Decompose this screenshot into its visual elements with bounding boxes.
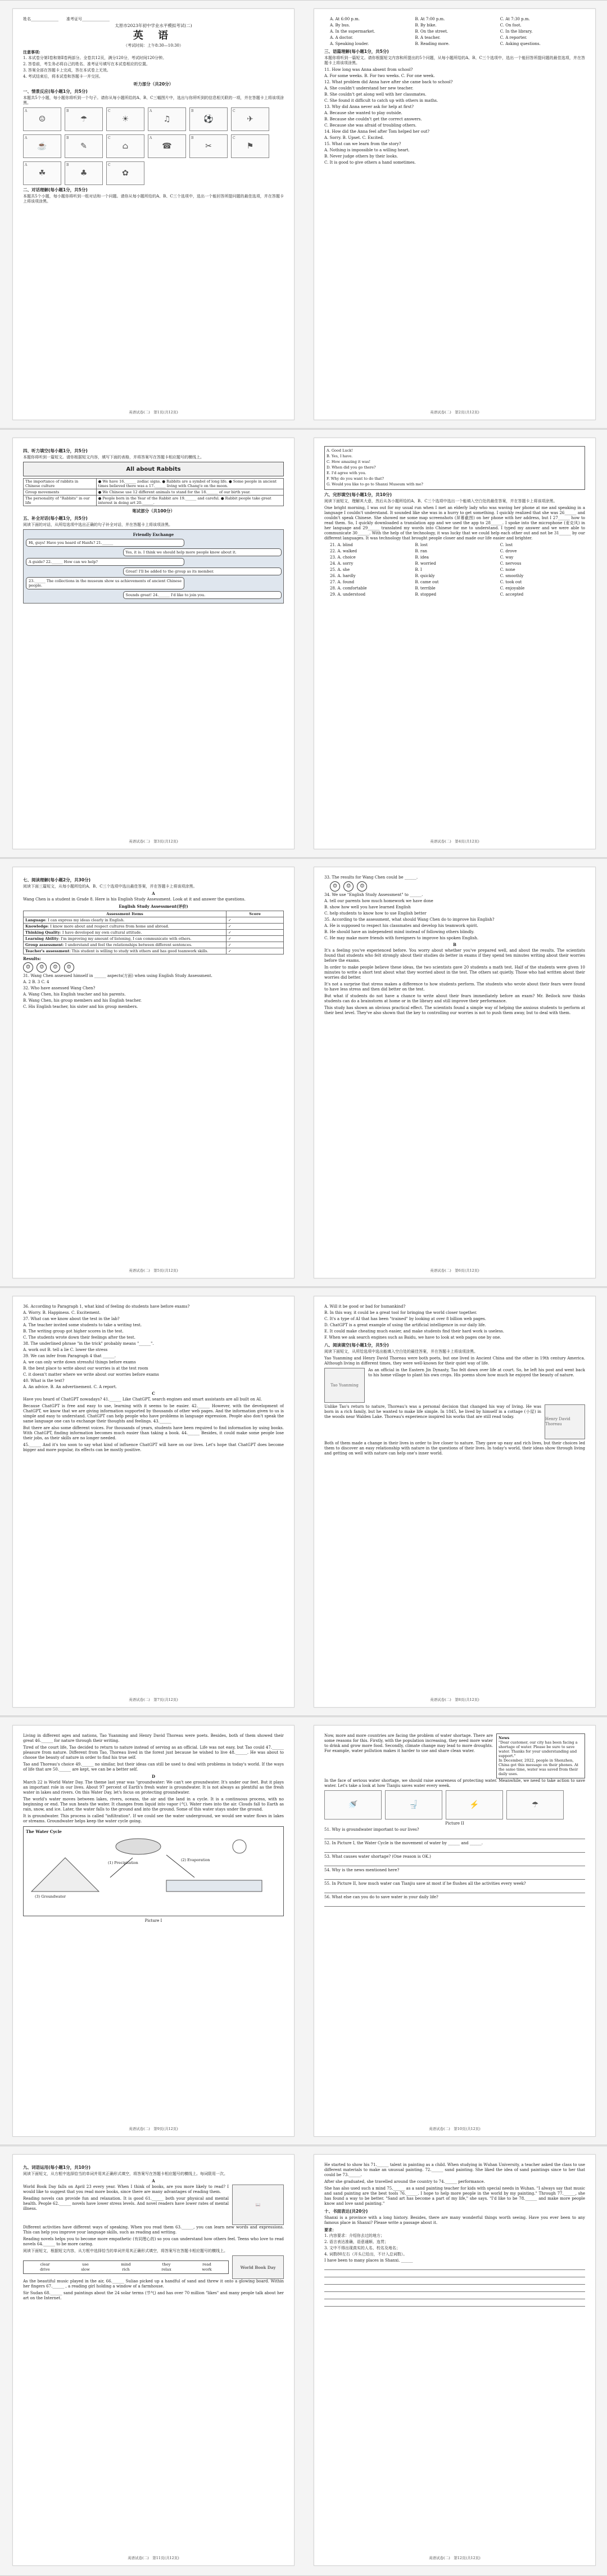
- smiley-icon: ☺: [50, 962, 60, 972]
- question-line: 53. What causes water shortage? (One reason is OK.): [324, 1854, 431, 1859]
- writing-line: [324, 2286, 585, 2292]
- question-line: 52. In Picture I, the Water Cycle is the movement of water by ______ and ______.: [324, 1841, 483, 1845]
- news-title: News: [499, 1736, 510, 1740]
- sheet-4: [0, 1287, 607, 1716]
- part-title: 听力部分（共20分）: [133, 82, 174, 87]
- question-line: C. it doesn't matter where we write about our worries before exams: [23, 1372, 159, 1377]
- passage-paragraph: But there are also some different voices. For thousands of years, students have been required to find information by using books. With ChatGPT, finding information becomes much easier than taking a book. 44.______ Besides, it could make some people lose their jobs, as their skills are no longer needed.: [23, 1426, 284, 1440]
- word-option: they: [162, 2262, 171, 2267]
- page-3: [12, 438, 295, 849]
- section-title: 一、情景反应(每小题1分，共5分): [23, 89, 88, 94]
- table-row: The importance of rabbits in Chinese culture ● We have 16.______ zodiac signs. ● Rabbits are a symbol of long life. ● Some people in ancient times believed there was a 17.______ living with Chang'e on the moon.: [24, 479, 284, 489]
- option-line: C. How amazing it was!: [327, 460, 371, 464]
- page-footer: 英语试卷(二) 第2页(共12页): [430, 410, 479, 415]
- diagram-title: The Water Cycle: [26, 1829, 62, 1834]
- table-row: Teacher's assessment: This student is willing to study with others and has good teamwork skills. ✓: [24, 948, 284, 954]
- question-line: 14. How did the Anna feel after Tom helped her out?: [324, 129, 430, 134]
- question-line: C. She found it difficult to catch up with others in maths.: [324, 98, 438, 103]
- news-box: [496, 1733, 585, 1778]
- passage-paragraph: She has also used such a mind 75.______ as a sand painting teacher for kids with special needs in Wuhan. "I always say that music and sand painting are the best tools 76.______. I hope to help more people in the world by my painting." Through 77.______, she has found a way to be better. "Sand art has become a part of my life," she says. "I'd like to be 78.______ and make more people know and love sand painting.": [324, 2186, 585, 2206]
- water-cycle-diagram: [23, 1826, 284, 1916]
- question-line: 38. The underlined phrase "in the trick" probably means "______".: [23, 1341, 154, 1346]
- table-title: English Study Assessment(评价): [119, 904, 188, 909]
- news-row: [324, 1733, 585, 1778]
- passage-paragraph: He started to show his 71.______ talent in painting as a child. When studying in Wuhan University, a teacher asked the class to use different materials to make an unusual painting. 72.______ sand painting. She liked the idea of sand paintings since to her that could be 73.______.: [324, 2163, 585, 2177]
- page-footer: 英语试卷(二) 第7页(共12页): [129, 1697, 178, 1702]
- section-title: 四、听力填空(每小题1分，共5分): [23, 448, 88, 453]
- passage-paragraph: Reading novels can provide fun and relaxation. It is good 61.______ both your physical and mental health. People 62.______ novels have lower stress levels. And novel readers have lower rates of mental illness.: [23, 2196, 229, 2211]
- answer-line: [324, 1861, 585, 1866]
- page-7: [12, 1296, 295, 1708]
- page-footer: 英语试卷(二) 第12页(共12页): [429, 2556, 481, 2560]
- table-row: Language: I can express my ideas clearly in English. ✓: [24, 917, 284, 924]
- question-line: 15. What can we learn from the story?: [324, 142, 401, 146]
- page-footer: 英语试卷(二) 第5页(共12页): [129, 1268, 178, 1273]
- smiley-icon: ☺: [330, 881, 340, 891]
- passage-label: C: [152, 1391, 155, 1396]
- question-line: 40. What is the text?: [23, 1379, 65, 1383]
- question-line: 31. Wang Chen assessed himself in ______ aspects(方面) when using English Study Assessment.: [23, 974, 212, 978]
- question-line: A. The teacher invited some students to take a writing test.: [23, 1323, 142, 1327]
- note-item: 4. 考试结束后，将本试卷和答题卡一并交回。: [23, 74, 103, 79]
- requirements-title: 要求：: [324, 2227, 336, 2232]
- option-row: A. By bus. B. By bike. C. On foot.: [330, 23, 522, 28]
- speech-bubble: Hi, guys! Have you heard of Hanfu? 21.______: [26, 539, 184, 547]
- part-title: 笔试部分（共100分）: [132, 508, 175, 514]
- picture-option: B ⚽: [189, 107, 228, 131]
- question-line: A. Sorry. B. Upset. C. Excited.: [324, 136, 384, 140]
- option-row: 23. A. choice B. idea C. way: [330, 555, 514, 560]
- question-line: 56. What else can you do to save water in your daily life?: [324, 1895, 438, 1899]
- writing-start: I have been to many places in Shanxi. ______: [324, 2258, 413, 2263]
- requirement-item: 4. 词数80左右（开头已给出，不计入总词数）。: [324, 2252, 407, 2257]
- page-4: [314, 438, 596, 849]
- picture-option: A ☺: [23, 107, 61, 131]
- passage-paragraph: Because ChatGPT is free and easy to use, learning with it seems to be easier. 42.______ However, with the development of ChatGPT, we know that we are giving information supported by thousands of other web pages. And the information given to us is simple and easy to understand. ChatGPT can help people who have problems in language expression. People also don't speak the same language one can to exchange their thoughts and feelings. 43.______: [23, 1404, 284, 1424]
- sheet-2: [0, 429, 607, 858]
- speech-bubble: Sounds great! 24.______ I'd like to join you.: [123, 591, 282, 599]
- passage-label: D: [151, 1774, 156, 1779]
- page-6: [314, 867, 596, 1278]
- option-row: A. At 6:00 p.m. B. At 7:00 p.m. C. At 7:30 p.m.: [330, 17, 530, 21]
- passage-paragraph: As an official in the Eastern Jin Dynasty, Tao felt down over life at court. So, he left his post and went back to his home village to plant his own crops. His poems show how much he enjoyed the beauty of nature.: [368, 1368, 585, 1377]
- picture-panel: 🚿: [324, 1790, 382, 1820]
- passage-paragraph: Living in different ages and nations, Tao Yuanming and Henry David Thoreau were poets. Besides, both of them showed their great 46.______ for nature through their writing.: [23, 1733, 284, 1743]
- word-option: slow: [81, 2267, 90, 2272]
- section-instructions: 本题你将听到一篇短文。请你根据短文内容，填写下面的表格，并将答案写在答题卡相应题号的横线上。: [23, 455, 204, 460]
- passage-paragraph: Yao Yuanming and Henry David Thoreau were both poets, but one lived in Ancient China and the other in 19th century America. Although living in different times, they were well-known for their quiet way of life.: [324, 1356, 585, 1366]
- smiley-icon: ☺: [37, 962, 47, 972]
- section-instructions: 本题共5个小题，每小题你将听到一个句子。请你从每小题所给的A、B、C三幅图片中，选出与你所听到的信息相关联的一项，并在答题卡上将该项涂黑。: [23, 96, 284, 105]
- option-line: B. show how well you have learned English: [324, 905, 411, 909]
- question-line: 55. In Picture II, how much water can Tianjiu save at most if he flushes all the activities every week?: [324, 1881, 526, 1886]
- diagram-label: (3) Groundwater: [35, 1894, 66, 1899]
- speech-bubble: Great! I'll be added to the group as its member.: [123, 568, 282, 575]
- passage-text: Wang Chen is a student in Grade 8. Here is his English Study Assessment. Look at it and answer the questions.: [23, 897, 246, 902]
- portrait-image: Tao Yuanming: [324, 1368, 365, 1403]
- section-title: 二、对话理解(每小题1分，共5分): [23, 187, 88, 192]
- subject-title: 英 语: [133, 30, 174, 42]
- option-line: C. help students to know how to use English better: [324, 911, 427, 916]
- question-line: A. For some weeks. B. For two weeks. C. For one week.: [324, 74, 435, 78]
- word-box: [23, 2260, 229, 2274]
- passage-paragraph: This study has shown an obvious practical effect. The scientists found a simple way of helping the anxious students to perform at their best level. They've also shown that the key to controlling our worries is not to push them away, but to deal with them.: [324, 1006, 585, 1015]
- passage-paragraph: The world's water moves between lakes, rivers, oceans, the air and the land in a cycle. It is a continuous process, with no beginning or end. The sun heats the water. It changes from liquid into vapor (气). Water rises into the air. Clouds fall to Earth as rain, snow, and ice. Later, the water falls to the ground and into the ground. Some of this water stays under the ground.: [23, 1797, 284, 1812]
- option-line: D. When did you go there?: [327, 465, 376, 470]
- exam-title: 太原市2023年初中学业水平模拟考试(二): [115, 23, 192, 28]
- option-line: E. It could make cheating much easier, and make students find their hard work is useless.: [324, 1329, 504, 1334]
- sheet-5: [0, 1717, 607, 2145]
- question-line: 36. According to Paragraph 1, what kind of feeling do students have before exams?: [23, 1304, 190, 1309]
- passage-paragraph: Sir Sudan 68.______ sand paintings about the 24 solar terms (节气) and has over 70 million "likes" and many people talk about her art on the Internet.: [23, 2291, 284, 2300]
- option-row: 26. A. hardly B. quickly C. smoothly: [330, 574, 524, 578]
- speech-bubble: A guide? 22.______ How can we help?: [26, 558, 184, 566]
- neutral-face-icon: ☹: [64, 962, 74, 972]
- passage-paragraph: As the beautiful music played in the air, 66.______ Suliao picked up a handful of sand and threw it onto a glowing board. Within her fingers 67.______ , a reading girl holding a window of a farmhouse.: [23, 2279, 284, 2289]
- picture-option: B ♣: [65, 161, 103, 185]
- table-row: The personality of "Rabbits" in our life ● People born in the Year of the Rabbit are 19.______ and careful. ● Rabbit people take great interest in doing art 20.______.: [24, 496, 284, 506]
- candidate-header: 姓名______________ 准考证号______________: [23, 17, 110, 21]
- word-option: mind: [121, 2262, 131, 2267]
- question-line: 11. How long was Anna absent from school?: [324, 67, 413, 72]
- mountain-icon: [31, 1858, 99, 1892]
- dialog-box: [23, 529, 284, 604]
- picture-option: C ⚑: [231, 134, 269, 158]
- section-title: 八、阅读填空(每小题1分，共5分): [324, 1343, 389, 1348]
- question-line: A. Nothing is impossible to a willing heart.: [324, 148, 410, 152]
- sun-icon: [233, 1840, 246, 1853]
- question-line: C. Because she was afraid of troubling others.: [324, 123, 417, 128]
- section-instructions: Shanxi is a province with a long history. Besides, there are many wonderful things worth seeing. Have you ever been to any famous place in Shanxi? Please write a passage about it.: [324, 2215, 585, 2225]
- requirement-item: 3. 文中不得出现真实的人名、校名及地名；: [324, 2246, 400, 2250]
- question-line: A. An advice. B. An advertisement. C. A report.: [23, 1385, 117, 1389]
- option-line: D. ChatGPT is a great example of using the artificial intelligence in our daily life.: [324, 1323, 486, 1327]
- question-line: 12. What problem did Anna have after she came back to school?: [324, 80, 453, 84]
- section-instructions: 本题你将听到一篇短文。请你根据短文内容和所提出的5个问题，从每小题所给的A、B、C三个选项中，选出一个能回答所提问题的最佳选项，并在答题卡上将该项涂黑。: [324, 56, 585, 65]
- page-footer: 英语试卷(二) 第9页(共12页): [129, 2127, 178, 2131]
- note-item: 3. 答案全部在答题卡上完成，答在本试卷上无效。: [23, 68, 111, 73]
- answer-faces: [330, 881, 585, 891]
- option-row: 28. A. comfortable B. terrible C. enjoyable: [330, 586, 525, 591]
- option-row: 24. A. sorry B. worried C. nervous: [330, 561, 522, 566]
- sea-icon: [166, 1880, 262, 1892]
- picture-option: A ☘: [23, 161, 61, 185]
- sheet-3: [0, 858, 607, 1287]
- question-line: B. the best place to write about our worries is at the test room: [23, 1366, 148, 1371]
- passage-paragraph: Have you heard of ChatGPT nowadays? 41.______ Like ChatGPT, search engines and smart assistants are all built on AI.: [23, 1397, 262, 1402]
- passage-paragraph: Tao and Thoreau's choice 49.______ no similar, but their ideas can still be used to deal with problems in today's world. If the ways of life that are 50.______ are kept, we can be a better self.: [23, 1762, 284, 1772]
- picture-option: A ☕: [23, 134, 61, 158]
- writing-line: [324, 2264, 585, 2270]
- section-title: 三、语篇理解(每小题1分，共5分): [324, 49, 389, 54]
- answer-line: [324, 1888, 585, 1893]
- passage-paragraph: But what if students do not have a chance to write about their fears immediately before an exam? Mr. Beilock now thinks students can do a brainstorm at home or in the library and still improve their performance.: [324, 994, 585, 1003]
- option-row: A. A doctor. B. A teacher. C. A reporter.: [330, 35, 527, 40]
- portrait-row: [324, 1368, 585, 1403]
- section-title: 六、完形填空(每小题1分，共10分): [324, 492, 392, 497]
- passage-paragraph: Unlike Tao's return to nature, Thoreau's was a personal decision that changed his way of living. He was born in a rich family, but he wanted to make life simple. In 1845, he lived by himself in a cottage (小屋) in the woods near Walden Lake. Thoreau's experience inspired his works that are still read today.: [324, 1404, 541, 1419]
- water-cycle-illustration: [26, 1835, 268, 1897]
- smiley-icon: ☺: [357, 881, 367, 891]
- option-row: A. In the supermarket. B. On the street. C. In the library.: [330, 29, 533, 34]
- picture-panel: ⚡: [446, 1790, 503, 1820]
- speech-bubble: 23.______ The collections in the museum show us achievements of ancient Chinese people.: [26, 577, 184, 589]
- table-row: Group assessment: I understand and feel the relationships between different sentences. ✓: [24, 942, 284, 948]
- cloud-icon: [116, 1839, 161, 1854]
- picture-label: Picture I: [144, 1919, 162, 1923]
- passage-label: A: [152, 891, 155, 896]
- answer-line: [324, 1847, 585, 1853]
- question-line: A. Worry. B. Happiness. C. Excitement.: [23, 1310, 101, 1315]
- option-line: F. When we ask search engines such as Baidu, we have to look at web pages one by one.: [324, 1335, 501, 1340]
- portrait-image: Henry David Thoreau: [545, 1404, 585, 1439]
- picture-option: C ✈: [231, 107, 269, 131]
- picture-option: C ✿: [106, 161, 144, 185]
- page-footer: 英语试卷(二) 第8页(共12页): [430, 1697, 479, 1702]
- writing-line: [324, 2279, 585, 2285]
- question-line: B. Wang Chen, his group members and his English teacher.: [23, 998, 142, 1003]
- question-line: 51. Why is groundwater important to our lives?: [324, 1827, 419, 1832]
- passage-paragraph: It's not a surprise that stress makes a difference to how students perform. The students who wrote about their fears were found to have less stress and then did better on the test.: [324, 982, 585, 992]
- word-option: use: [82, 2262, 89, 2267]
- question-line: A. Wang Chen, his English teacher and his parents.: [23, 992, 126, 997]
- passage-paragraph: Both of them made a change in their lives in order to live closer to nature. They gave up easy and rich lives, but their choices led them to discover an easy relationship with nature in the questions of their lives. In today's world, their ideas show through living and getting on well with nature can help one's inner world.: [324, 1441, 585, 1456]
- question-line: 54. Why is the news mentioned here?: [324, 1868, 400, 1872]
- notes-title: 注意事项:: [23, 49, 40, 55]
- section-instructions: 阅读下面短文，从所给选项中选出能填入空白处的最佳答案，并在答题卡上将该项涂黑。: [324, 1349, 478, 1354]
- sheet-1: [0, 0, 607, 429]
- question-line: B. Because she couldn't get the correct answers.: [324, 117, 422, 121]
- passage-row: [23, 2185, 284, 2225]
- passage-paragraph: Reading novels helps you to become more empathetic (有同理心的) so you can understand how others feel. Teens who love to read novels 64.______ to be more caring.: [23, 2237, 284, 2246]
- requirement-item: 1. 内容要求：介绍你去过的地方；: [324, 2233, 384, 2238]
- options-box: [324, 446, 585, 490]
- page-10: [314, 1725, 596, 2137]
- passage-paragraph: In order to make people believe these ideas, the two scientists gave 20 students a math test. Half of the students were given 10 minutes to write a short text about what they worried about in the test. The others sat quietly. Those who had written about their worries did better.: [324, 965, 585, 980]
- page-9: [12, 1725, 295, 2137]
- question-line: B. Never judge others by their looks.: [324, 154, 398, 159]
- writing-line: [324, 2294, 585, 2299]
- picture-grid: [23, 107, 284, 185]
- passage-paragraph: After she graduated, she travelled around the country to 74.______ performance.: [324, 2179, 485, 2184]
- diagram-label: (1) Precipitation: [108, 1861, 138, 1865]
- page-12: [314, 2154, 596, 2566]
- page-footer: 英语试卷(二) 第11页(共12页): [128, 2556, 179, 2560]
- passage-paragraph: World Book Day falls on April 23 every year. When I think of books, are you more likely to read? I would like to suggest that you read more books, since there are many advantages of reading them.: [23, 2185, 229, 2194]
- exam-meta: （考试时间：上午8:30—10:30）: [124, 43, 183, 48]
- word-option: relax: [161, 2267, 171, 2272]
- note-item: 1. 本试卷分第Ⅰ卷和第Ⅱ卷两部分。全卷共12页，满分120分，考试时间120分钟。: [23, 56, 167, 60]
- option-line: A. He is supposed to respect his classmates and develop his teamwork spirit.: [324, 924, 478, 928]
- smiley-icon: ☺: [343, 881, 354, 891]
- picture-option: B ✎: [65, 134, 103, 158]
- option-line: C. It's a type of AI that has been "trained" by looking at over 8 billion web pages.: [324, 1317, 486, 1321]
- option-line: B. He should have an independent mind instead of following others blindly.: [324, 930, 474, 934]
- page-8: [314, 1296, 596, 1708]
- listening-table: [23, 478, 284, 506]
- question-line: A. Because she wanted to play outside.: [324, 111, 402, 115]
- table-row: Group movements ● We Chinese use 12 different animals to stand for the 18.______ of our birth year.: [24, 489, 284, 496]
- diagram-label: (2) Evaporation: [181, 1858, 210, 1862]
- option-row: 21. A. blind B. lost C. lost: [330, 543, 513, 547]
- page-5: [12, 867, 295, 1278]
- passage-paragraph: Different activities have different ways of speaking. When you read them 63.______, you can learn new words and expressions. This can help you improve your language skills, such as reading and writing.: [23, 2225, 284, 2235]
- passage-label: B: [453, 942, 456, 947]
- question-line: C. His English teacher, his sister and his group members.: [23, 1005, 138, 1009]
- page-1: [12, 8, 295, 420]
- picture-label: Picture II: [445, 1821, 464, 1826]
- section-title: 五、补全对话(每小题1分，共5分): [23, 516, 88, 521]
- picture-option: A ♫: [148, 107, 186, 131]
- table-row: Knowledge: I know more about and respect cultures from home and abroad. ✓: [24, 924, 284, 930]
- picture-panel: 🚽: [385, 1790, 442, 1820]
- results-label: Results:: [23, 956, 41, 961]
- question-line: 35. According to the assessment, what should Wang Chen do to improve his English?: [324, 917, 495, 922]
- section-instructions: 阅读下面短文，理解其大意，然后从各小题所给的A、B、C三个选项中选出一个能填入空白处的最佳答案，并在答题卡上将该项涂黑。: [324, 499, 558, 503]
- question-line: 33. The results for Wang Chen could be ______.: [324, 875, 418, 880]
- question-line: 37. What can we know about the test in the lab?: [23, 1317, 120, 1321]
- picture-option: B ✂: [189, 134, 228, 158]
- answer-line: [324, 1874, 585, 1880]
- option-line: A. Will it be good or bad for humankind?: [324, 1304, 406, 1309]
- option-row: 27. A. found B. came out C. took out: [330, 580, 522, 584]
- option-line: F. Why do you want to do that?: [327, 476, 384, 481]
- note-item: 2. 答卷前，考生务必将自己的姓名、准考证号填写在本试卷相应的位置。: [23, 62, 150, 66]
- question-line: C. It is good to give others a hand sometimes.: [324, 160, 416, 165]
- page-footer: 英语试卷(二) 第1页(共12页): [129, 410, 178, 415]
- question-line: A. we can only write down stressful things before exams: [23, 1360, 136, 1364]
- page-11: [12, 2154, 295, 2566]
- page-footer: 英语试卷(二) 第4页(共12页): [430, 839, 479, 844]
- section-title: 十、书面表达(共20分): [324, 2209, 368, 2214]
- passage-paragraph: Tired of the court life, Tao decided to return to nature instead of serving as an official. Life was not easy, but Tao could 47.______ pleasure from nature. Different from Tao, Thoreau lived in the forest just because he wished to live 48.______. He was about to choose the beauty of nature in order to find his true self.: [23, 1745, 284, 1760]
- passage-paragraph: March 22 is World Water Day. The theme last year was "groundwater: We can't see groundwater. It's under our feet. But it plays an important role in our lives. About 97 percent of Earth's fresh water is groundwater. It is not always as plentiful as the fresh water in lakes and rivers. On this Water Day, let's focus on protecting groundwater.: [23, 1780, 284, 1795]
- question-line: B. She couldn't get along well with her classmates.: [324, 92, 427, 97]
- table-row: Learning Ability: I'm improving my amount of listening, I can communicate with others. ✓: [24, 936, 284, 942]
- answer-line: [324, 1901, 585, 1907]
- page-footer: 英语试卷(二) 第10页(共12页): [429, 2127, 481, 2131]
- option-line: A. Good Luck!: [327, 448, 353, 453]
- table-row: Thinking Quality: I have developed my own cultural attitude. ✓: [24, 930, 284, 936]
- picture-option: B ☂: [65, 107, 103, 131]
- section-title: 九、词语运用(每小题1分，共10分): [23, 2165, 91, 2170]
- picture-option: C ☀: [106, 107, 144, 131]
- speech-bubble: Yes, it is. I think we should help more people know about it.: [123, 548, 282, 556]
- world-book-day-logo: World Book Day: [232, 2255, 284, 2279]
- question-line: A. She couldn't understand her new teacher.: [324, 86, 414, 91]
- answer-line: [324, 1834, 585, 1839]
- question-line: C. The students wrote down their feelings after the test.: [23, 1335, 135, 1340]
- assessment-table: [23, 911, 284, 954]
- section-instructions: 阅读下面短文，根据短文内容，从方框中选择恰当的单词并用其正确形式填空，将答案写在答题卡相应题号的横线上。: [23, 2249, 228, 2253]
- section-instructions: 阅读下面的对话，从所给选项中选出正确的句子补全对话，并在答题卡上将该项涂黑。: [23, 523, 173, 527]
- option-row: 25. A. she B. I C. none: [330, 568, 515, 572]
- requirement-item: 2. 语言表达准确，语意通顺、连贯；: [324, 2240, 388, 2244]
- dialog-title: Friendly Exchange: [133, 532, 174, 537]
- option-row: A. Speaking louder. B. Reading more. C. Asking questions.: [330, 42, 541, 46]
- word-option: drive: [40, 2267, 50, 2272]
- option-line: A. tell our parents how much homework we have done: [324, 899, 433, 903]
- cloze-passage: One bright morning, I was out for my usual run when I met an elderly lady who was waving her phone at me and speaking in a language I couldn't understand. It sounded like she was in a hurry to get something. I quickly realized that she was 26______ and couldn't speak Chinese. She showed me some map screenshots (屏幕截图) on her phone with her address, but I 27______ how to read them. So, I quickly downloaded a translation app and we used the app to 28______. I spoke into the microphone (麦克风) in her language and 29______ translated my words into Chinese for me to understand. I typed my answer and we were able to communicate 30______. With the help of the technology, it was lucky that we could help each other out and not be 31______ by our different languages. It was technology that brought people closer and made our life easier and brighter.: [324, 506, 585, 541]
- passage-paragraph: In the face of serious water shortage, we should raise awareness of protecting water. Meanwhile, we need to take action to save water. Let's take a look at how Tianjiu saves water every week.: [324, 1778, 585, 1788]
- portrait-row: [324, 1404, 585, 1439]
- word-box-row: [23, 2255, 284, 2279]
- results-icons: [23, 962, 284, 972]
- passage-paragraph: It is groundwater. This process is called "infiltration". If we could see the water underground, we would see water flows in lakes or streams. Groundwater helps keep the water cycle going.: [23, 1814, 284, 1823]
- table-header-row: Assessment Items Score: [24, 911, 284, 917]
- word-option: work: [202, 2267, 212, 2272]
- news-text: In December, 2022, people in Shenzhen, China got this message on their phones. At the same time, water was saved from their daily uses.: [499, 1758, 579, 1776]
- section-instructions: 本题共5个小题，每小题你将听到一组对话和一个问题。请你从每小题所给的A、B、C三个选项中，选出一个能回答所提问题的最佳选项，并在答题卡上将该项涂黑。: [23, 194, 284, 204]
- book-illustration: 📖: [232, 2185, 284, 2225]
- word-option: read: [202, 2262, 211, 2267]
- writing-line: [324, 2301, 585, 2307]
- question-line: A. 2 B. 3 C. 4: [23, 980, 49, 984]
- sheet-6: [0, 2146, 607, 2576]
- option-row: 29. A. understood B. stopped C. accepted: [330, 592, 524, 597]
- news-text: "Dear customer, our city has been facing a shortage of water. Please be sure to save water. Thanks for your understanding and support.": [499, 1740, 578, 1758]
- section-instructions: 阅读下面短文，从方框中选择恰当的单词并用其正确形式填空，将答案写在答题卡相应题号的横线上。每词限用一次。: [23, 2172, 228, 2176]
- question-line: 39. We can infer from Paragraph 4 that ______.: [23, 1354, 116, 1358]
- section-instructions: 阅读下面三篇短文，从每小题所给的A、B、C三个选项中选出最佳答案，并在答题卡上将该项涂黑。: [23, 884, 197, 889]
- word-option: clear: [40, 2262, 50, 2267]
- option-line: E. I'd agree with you.: [327, 471, 366, 475]
- passage-paragraph: 45.______ And it's too soon to say what kind of influence ChatGPT will have on our lives. Let's hope that ChatGPT does become bigger and more popular, its effects can be mostly positive.: [23, 1443, 284, 1452]
- picture-option: C ⌂: [106, 134, 144, 158]
- option-row: 22. A. walked B. ran C. drove: [330, 549, 517, 553]
- section-title: 七、阅读理解(每小题2分，共30分): [23, 877, 91, 882]
- passage-paragraph: It's a feeling you've experienced before. You worry about whether you've prepared well, and about the results. The scientists found that students who felt strongly about their studies do better in exams if they spend ten minutes writing about their worries before the exams.: [324, 948, 585, 963]
- question-line: 13. Why did Anna never ask for help at first?: [324, 105, 414, 109]
- option-line: C. He may make more friends with foreigners to improve his spoken English.: [324, 936, 479, 940]
- page-2: [314, 8, 596, 420]
- question-line: A. work out B. tell a lie C. lower the stress: [23, 1348, 108, 1352]
- page-footer: 英语试卷(二) 第3页(共12页): [129, 839, 178, 844]
- passage-label: A: [152, 2178, 155, 2183]
- passage-paragraph: Now, more and more countries are facing the problem of water shortage. There are some reasons for this. Firstly, with the population increasing, they need more water to drink and grow more food. Secondly, climate change may lead to more droughts. For example, water pollution makes it harder to use and share clean water.: [324, 1733, 493, 1753]
- question-line: 32. Who have assessed Wang Chen?: [23, 986, 96, 990]
- picture-option: A ☎: [148, 134, 186, 158]
- smiley-icon: ☺: [23, 962, 33, 972]
- page-footer: 英语试卷(二) 第6页(共12页): [430, 1268, 479, 1273]
- water-saving-pictures: [324, 1790, 585, 1820]
- writing-line: [324, 2272, 585, 2277]
- picture-panel: ☂: [506, 1790, 564, 1820]
- option-line: B. In this way, it could be a great tool for bringing the world closer together.: [324, 1310, 477, 1315]
- question-line: 34. We use "English Study Assessment" to ______.: [324, 893, 423, 897]
- option-line: G. Would you like to go to Shanxi Museum with me?: [327, 482, 423, 487]
- word-option: rich: [122, 2267, 130, 2272]
- question-line: B. The writing group got higher scores in the test.: [23, 1329, 124, 1334]
- rabbit-banner: All about Rabbits: [23, 462, 284, 476]
- option-line: B. Yes, I have.: [327, 454, 353, 458]
